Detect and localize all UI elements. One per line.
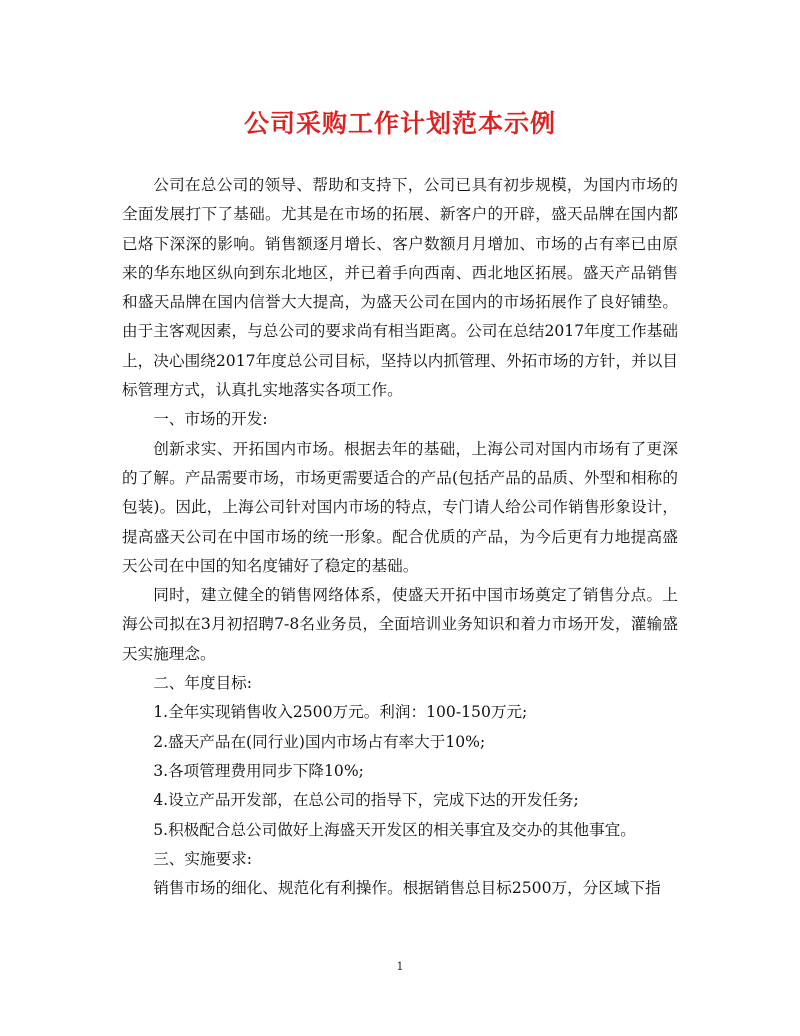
goal-item: 3.各项管理费用同步下降10%;: [153, 761, 364, 780]
paragraph-market-development: 创新求实、开拓国内市场。根据去年的基础，上海公司对国内市场有了更深的了解。产品需要市场，市场更需要适合的产品(包括产品的品质、外型和相称的包装)。因此，上海公司针对国内市场的特点，专门请人给公司作销售形象设计，提高盛天公司在中国市场的统一形象。配合优质的产品，为今后更有力地提高盛天公司在中国的知名度铺好了稳定的基础。: [122, 439, 678, 575]
goal-item: 2.盛天产品在(同行业)国内市场占有率大于10%;: [153, 732, 486, 751]
paragraph-intro: 公司在总公司的领导、帮助和支持下，公司已具有初步规模，为国内市场的全面发展打下了基础。尤其是在市场的拓展、新客户的开辟，盛天品牌在国内都已烙下深深的影响。销售额逐月增长、客户数额月月增加、市场的占有率已由原来的华东地区纵向到东北地区，并已着手向西南、西北地区拓展。盛天产品销售和盛天品牌在国内信誉大大提高，为盛天公司在国内的市场拓展作了良好铺垫。由于主客观因素，与总公司的要求尚有相当距离。公司在总结2017年度工作基础上，决心围绕2017年度总公司目标，坚持以内抓管理、外拓市场的方针，并以目标管理方式，认真扎实地落实各项工作。: [122, 176, 678, 400]
document-title: 公司采购工作计划范本示例: [243, 109, 556, 138]
goal-item: 4.设立产品开发部，在总公司的指导下，完成下达的开发任务;: [153, 791, 579, 810]
goal-item: 1.全年实现销售收入2500万元。利润：100-150万元;: [153, 703, 528, 722]
paragraph-requirements: 销售市场的细化、规范化有利操作。根据销售总目标2500万，分区域下指: [153, 879, 661, 898]
paragraph-sales-network: 同时，建立健全的销售网络体系，使盛天开拓中国市场奠定了销售分点。上海公司拟在3月初招聘7-8名业务员，全面培训业务知识和着力市场开发，灌输盛天实施理念。: [122, 586, 678, 663]
section-heading-annual-goals: 二、年度目标:: [153, 674, 253, 693]
section-heading-requirements: 三、实施要求:: [153, 849, 253, 868]
section-heading-market: 一、市场的开发:: [153, 410, 268, 429]
page-number: 1: [396, 960, 404, 973]
goal-item: 5.积极配合总公司做好上海盛天开发区的相关事宜及交办的其他事宜。: [153, 820, 636, 839]
document-body: [122, 171, 678, 903]
